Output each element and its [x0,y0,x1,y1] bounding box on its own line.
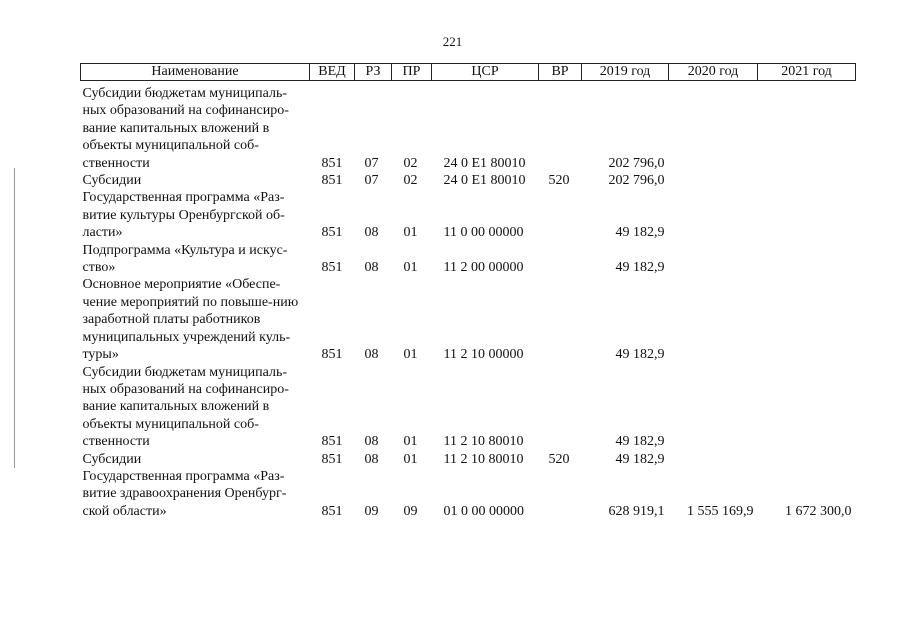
cell-2020 [669,242,758,277]
cell-vr: 520 [548,451,570,467]
cell-2019: 202 796,0 [608,173,665,189]
cell-2021 [758,85,856,172]
header-rz: РЗ [355,64,392,81]
cell-2021 [758,364,856,451]
cell-pr: 01 [403,347,418,363]
table-row [81,468,856,520]
cell-2019: 49 182,9 [615,434,665,450]
cell-rz: 08 [364,260,379,276]
cell-csr: 11 2 10 00000 [443,347,524,363]
cell-2021 [758,189,856,241]
header-2019: 2019 год [582,64,669,81]
cell-ved: 851 [321,503,343,519]
cell-ved: 851 [321,173,343,189]
cell-ved: 851 [321,155,343,171]
cell-2020 [669,189,758,241]
cell-2021 [758,242,856,277]
cell-name: Субсидии бюджетам муниципаль-ных образований на софинансиро-вание капитальных вложений в объекты муниципальной соб-ственности [82,86,289,171]
header-vr: ВР [539,64,582,81]
cell-ved: 851 [321,347,343,363]
cell-vr [539,85,582,172]
cell-rz: 07 [364,155,379,171]
cell-pr: 01 [403,451,418,467]
header-name: Наименование [81,64,310,81]
table-row [81,85,856,172]
cell-2019: 49 182,9 [615,225,665,241]
cell-pr: 01 [403,225,418,241]
cell-ved: 851 [321,451,343,467]
cell-rz: 09 [364,503,379,519]
cell-pr: 09 [403,503,418,519]
cell-pr: 02 [403,173,418,189]
cell-2019: 628 919,1 [608,503,665,519]
cell-name: Субсидии бюджетам муниципаль-ных образований на софинансиро-вание капитальных вложений в объекты муниципальной соб-ственности [82,364,289,450]
table-row [81,276,856,363]
cell-2020 [669,364,758,451]
cell-2020 [669,451,758,468]
cell-2020 [669,276,758,363]
header-csr: ЦСР [432,64,539,81]
page-number: 221 [442,34,463,49]
header-ved: ВЕД [310,64,355,81]
table-row [81,364,856,451]
cell-2019: 202 796,0 [608,155,665,171]
table-row [81,242,856,277]
cell-rz: 08 [364,434,379,450]
cell-name: Основное мероприятие «Обеспе-чение мероприятий по повыше-нию заработной платы работников муниципальных учреждений куль-туры» [82,277,299,363]
cell-vr [539,189,582,241]
cell-vr [539,242,582,277]
cell-pr: 01 [403,434,418,450]
cell-rz: 08 [364,451,379,467]
cell-2021: 1 672 300,0 [785,503,852,519]
cell-2020 [669,85,758,172]
cell-vr [539,468,582,520]
cell-2021 [758,276,856,363]
header-2021: 2021 год [758,64,856,81]
cell-2021 [758,172,856,189]
cell-rz: 08 [364,347,379,363]
cell-name: Подпрограмма «Культура и искус-ство» [82,242,288,276]
cell-csr: 11 0 00 00000 [443,225,524,241]
cell-rz: 07 [364,173,379,189]
cell-name: Государственная программа «Раз-витие культуры Оренбургской об-ласти» [82,190,285,241]
header-pr: ПР [392,64,432,81]
cell-pr: 01 [403,260,418,276]
cell-name: Субсидии [82,173,142,189]
cell-ved: 851 [321,260,343,276]
budget-table [80,63,856,520]
cell-csr: 11 2 10 80010 [443,434,524,450]
cell-csr: 01 0 00 00000 [443,503,524,519]
cell-vr: 520 [548,173,570,189]
cell-csr: 11 2 10 80010 [443,451,524,467]
cell-2020: 1 555 169,9 [687,503,754,519]
cell-csr: 24 0 E1 80010 [443,155,526,171]
table-row [81,172,856,189]
cell-name: Субсидии [82,451,142,467]
cell-csr: 11 2 00 00000 [443,260,524,276]
table-row [81,189,856,241]
scan-margin-line [14,168,15,468]
cell-pr: 02 [403,155,418,171]
cell-2019: 49 182,9 [615,451,665,467]
cell-2020 [669,172,758,189]
cell-ved: 851 [321,225,343,241]
header-2020: 2020 год [669,64,758,81]
cell-2019: 49 182,9 [615,260,665,276]
cell-rz: 08 [364,225,379,241]
cell-name: Государственная программа «Раз-витие здравоохранения Оренбург-ской области» [82,468,287,519]
cell-2021 [758,451,856,468]
cell-vr [539,276,582,363]
table-header-row [81,64,856,81]
table-row [81,451,856,468]
cell-ved: 851 [321,434,343,450]
cell-vr [539,364,582,451]
cell-2019: 49 182,9 [615,347,665,363]
cell-csr: 24 0 E1 80010 [443,173,526,189]
